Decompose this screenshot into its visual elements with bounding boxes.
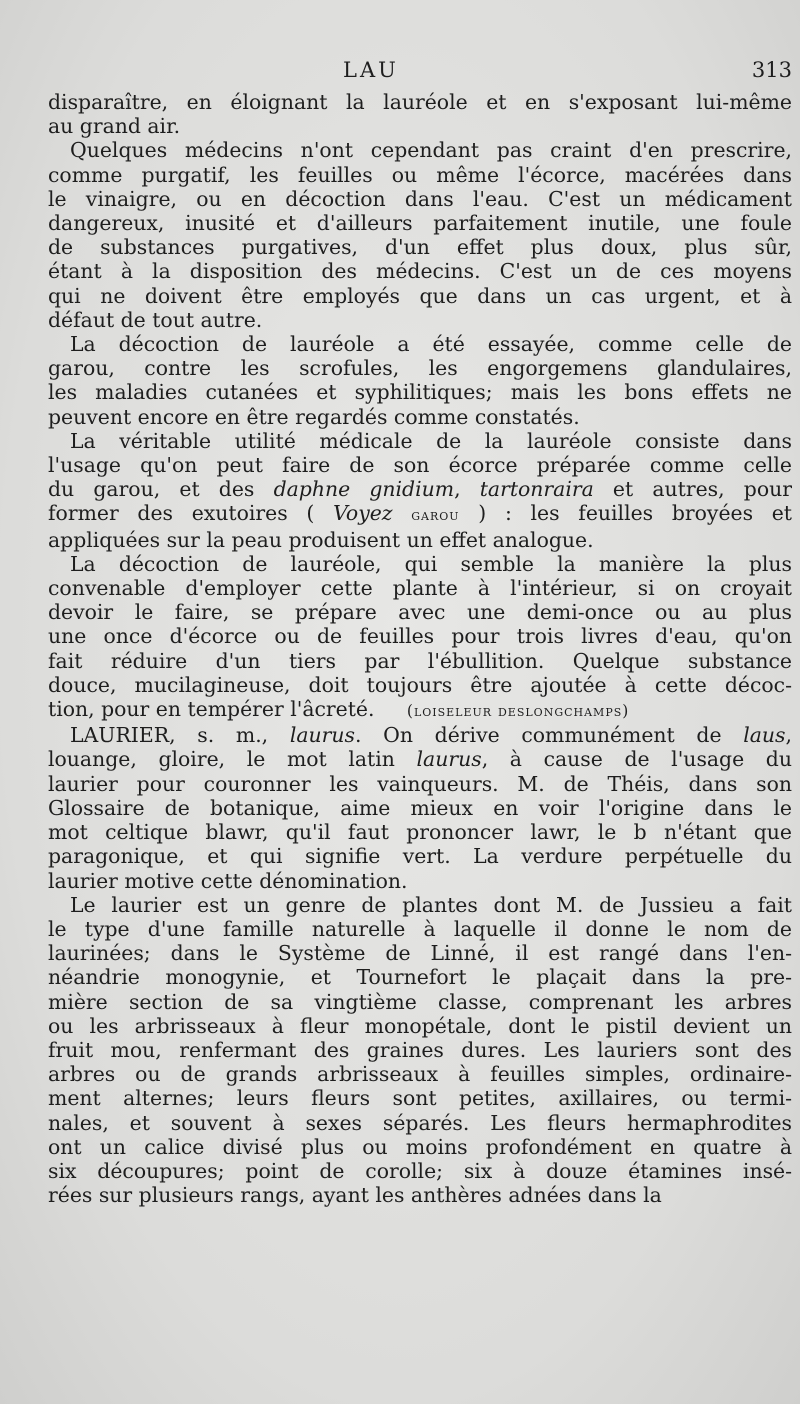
- text-line: de substances purgatives, d'un effet plus doux, plus sûr,: [48, 235, 792, 260]
- text-line: défaut de tout autre.: [48, 307, 263, 332]
- text-line: LAURIER, s. m., laurus. On dérive communément de laus,: [70, 723, 792, 748]
- text-line: disparaître, en éloignant la lauréole et en s'exposant lui-même: [48, 90, 792, 114]
- text-line: La décoction de lauréole, qui semble la manière la plus: [70, 551, 792, 576]
- text-line: fait réduire d'un tiers par l'ébullition. Quelque substance: [48, 648, 792, 673]
- paragraph: [48, 552, 792, 723]
- text-line: les maladies cutanées et syphilitiques; mais les bons effets ne: [48, 380, 792, 405]
- paragraph: [48, 138, 792, 332]
- body-text: [48, 90, 792, 1207]
- text-line: néandrie monogynie, et Tournefort le plaçait dans la pre-: [48, 965, 792, 990]
- text-line: du garou, et des daphne gnidium, tartonraira et autres, pour: [48, 477, 792, 502]
- page-number: 313: [751, 58, 792, 82]
- paragraph: [48, 723, 792, 892]
- paragraph: [48, 429, 792, 552]
- text-line: rées sur plusieurs rangs, ayant les anthères adnées dans la: [48, 1183, 662, 1208]
- text-line: au grand air.: [48, 114, 181, 139]
- text-line: devoir le faire, se prépare avec une demi-once ou au plus: [48, 600, 792, 625]
- text-line: le vinaigre, ou en décoction dans l'eau. C'est un médicament: [48, 186, 792, 211]
- text-line: une once d'écorce ou de feuilles pour trois livres d'eau, qu'on: [48, 624, 792, 649]
- running-head: LAU: [343, 58, 399, 82]
- text-line: ment alternes; leurs fleurs sont petites, axillaires, ou termi-: [48, 1086, 792, 1111]
- text-line: Le laurier est un genre de plantes dont M. de Jussieu a fait: [70, 892, 792, 917]
- text-line: six découpures; point de corolle; six à douze étamines insé-: [48, 1158, 792, 1183]
- text-line: peuvent encore en être regardés comme constatés.: [48, 404, 580, 429]
- text-line: tion, pour en tempérer l'âcreté. (loiseleur deslongchamps): [48, 697, 630, 722]
- text-line: l'usage qu'on peut faire de son écorce préparée comme celle: [48, 453, 792, 478]
- text-line: laurinées; dans le Système de Linné, il est rangé dans l'en-: [48, 941, 792, 966]
- text-line: douce, mucilagineuse, doit toujours être ajoutée à cette décoc-: [48, 672, 792, 697]
- text-line: garou, contre les scrofules, les engorgemens glandulaires,: [48, 356, 792, 381]
- text-line: nales, et souvent à sexes séparés. Les fleurs hermaphrodites: [48, 1110, 792, 1135]
- paragraph: [48, 332, 792, 429]
- text-line: former des exutoires ( Voyez garou ) : les feuilles broyées et: [48, 501, 793, 526]
- text-line: Glossaire de botanique, aime mieux en voir l'origine dans le: [48, 795, 792, 820]
- text-line: le type d'une famille naturelle à laquelle il donne le nom de: [48, 916, 792, 941]
- page-header: [0, 58, 800, 88]
- text-line: ou les arbrisseaux à fleur monopétale, dont le pistil devient un: [48, 1013, 792, 1038]
- text-line: appliquées sur la peau produisent un effet analogue.: [48, 527, 594, 552]
- text-line: dangereux, inusité et d'ailleurs parfaitement inutile, une foule: [48, 211, 792, 236]
- text-line: paragonique, et qui signifie vert. La verdure perpétuelle du: [48, 844, 792, 869]
- text-line: qui ne doivent être employés que dans un cas urgent, et à: [48, 283, 792, 308]
- text-line: fruit mou, renfermant des graines dures. Les lauriers sont des: [48, 1037, 792, 1062]
- paragraph: [48, 90, 792, 138]
- text-line: La décoction de lauréole a été essayée, comme celle de: [70, 332, 792, 357]
- text-line: laurier pour couronner les vainqueurs. M. de Théis, dans son: [48, 771, 792, 796]
- text-line: La véritable utilité médicale de la lauréole consiste dans: [70, 428, 792, 453]
- text-line: louange, gloire, le mot latin laurus, à cause de l'usage du: [48, 747, 792, 772]
- paragraph: [48, 893, 792, 1208]
- text-line: mière section de sa vingtième classe, comprenant les arbres: [48, 989, 792, 1014]
- text-line: étant à la disposition des médecins. C'est un de ces moyens: [48, 259, 792, 284]
- text-line: arbres ou de grands arbrisseaux à feuilles simples, ordinaire-: [48, 1062, 792, 1087]
- text-line: convenable d'employer cette plante à l'intérieur, si on croyait: [48, 576, 792, 601]
- text-line: ont un calice divisé plus ou moins profondément en quatre à: [48, 1134, 792, 1159]
- text-line: comme purgatif, les feuilles ou même l'écorce, macérées dans: [48, 162, 792, 187]
- text-line: Quelques médecins n'ont cependant pas craint d'en prescrire,: [70, 138, 792, 163]
- text-line: mot celtique blawr, qu'il faut prononcer lawr, le b n'étant que: [48, 820, 792, 845]
- text-line: laurier motive cette dénomination.: [48, 868, 408, 893]
